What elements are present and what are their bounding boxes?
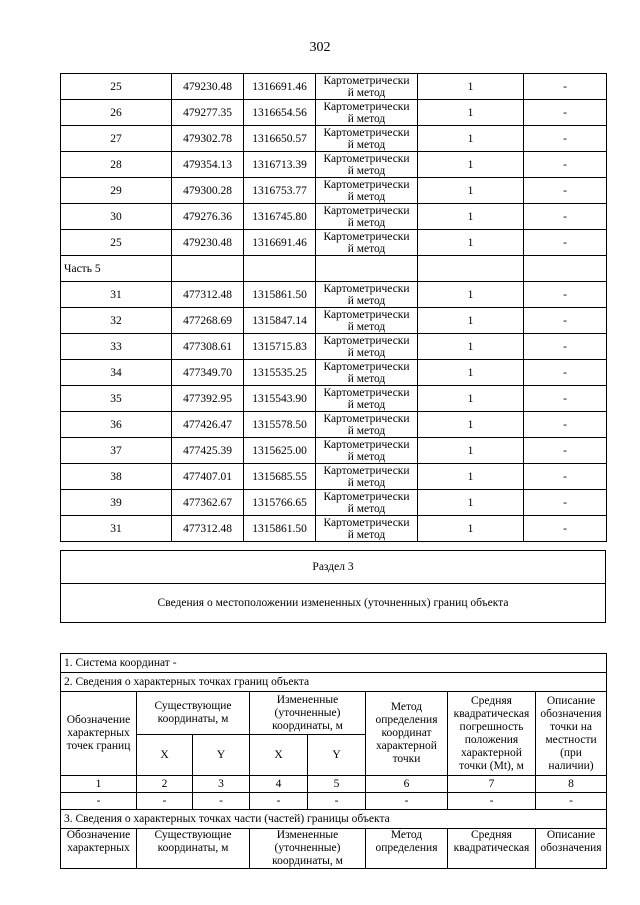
method-cell	[316, 152, 418, 178]
header-description	[536, 692, 607, 776]
header2-designation	[61, 829, 137, 869]
method-line1: Картометрически	[323, 386, 410, 399]
coord-x: 477362.67	[172, 490, 244, 516]
accuracy-value: 1	[418, 308, 524, 334]
method-cell	[316, 412, 418, 438]
description-value: -	[524, 230, 607, 256]
coord-x: 479300.28	[172, 178, 244, 204]
coord-y: 1315766.65	[244, 490, 316, 516]
empty-value: -	[448, 793, 536, 810]
table-row	[61, 438, 607, 464]
header-line: точки на	[550, 720, 593, 733]
header-line: характерных	[67, 727, 130, 739]
coord-x: 477312.48	[172, 516, 244, 542]
accuracy-value: 1	[418, 126, 524, 152]
column-number: 1	[61, 776, 137, 793]
header-line: определения	[375, 842, 438, 854]
table-row	[61, 204, 607, 230]
point-number: 37	[61, 438, 172, 464]
accuracy-value: 1	[418, 282, 524, 308]
method-cell	[316, 360, 418, 386]
boundary-points-table	[60, 653, 607, 869]
header-x-changed: X	[250, 735, 308, 776]
point-number: 36	[61, 412, 172, 438]
coord-y: 1316745.80	[244, 204, 316, 230]
point-number: 38	[61, 464, 172, 490]
header-designation	[61, 692, 137, 776]
header-line: (при	[560, 746, 582, 759]
method-line2: й метод	[347, 112, 386, 125]
accuracy-value: 1	[418, 100, 524, 126]
header-line: квадратическая	[453, 842, 530, 854]
method-line2: й метод	[347, 476, 386, 489]
header-line: характерной	[461, 746, 522, 759]
description-value: -	[524, 438, 607, 464]
table-row	[61, 360, 607, 386]
column-number: 5	[308, 776, 366, 793]
point-number: 33	[61, 334, 172, 360]
empty-value: -	[61, 793, 137, 810]
point-number: 28	[61, 152, 172, 178]
header-changed-coords	[250, 692, 366, 735]
coord-x: 477407.01	[172, 464, 244, 490]
method-cell	[316, 100, 418, 126]
accuracy-value: 1	[418, 204, 524, 230]
point-number: 39	[61, 490, 172, 516]
method-line1: Картометрически	[323, 464, 410, 477]
header-line: (уточненные)	[274, 706, 341, 719]
accuracy-value: 1	[418, 464, 524, 490]
table-row	[61, 282, 607, 308]
method-cell	[316, 386, 418, 412]
header-line: наличии)	[548, 759, 594, 772]
empty-cell	[418, 256, 524, 282]
method-line2: й метод	[347, 346, 386, 359]
empty-cell	[524, 256, 607, 282]
coord-x: 479277.35	[172, 100, 244, 126]
part-label-row	[61, 256, 607, 282]
description-value: -	[524, 334, 607, 360]
method-cell	[316, 126, 418, 152]
header-line: Средняя	[471, 829, 512, 841]
header-accuracy	[448, 692, 536, 776]
header-line: (уточненные)	[274, 842, 341, 854]
description-value: -	[524, 308, 607, 334]
header2-existing-coords	[137, 829, 250, 869]
method-line1: Картометрически	[323, 282, 410, 295]
method-line1: Картометрически	[323, 412, 410, 425]
coord-x: 479354.13	[172, 152, 244, 178]
header-line: Метод	[390, 701, 423, 713]
table-row	[61, 334, 607, 360]
table-row	[61, 516, 607, 542]
header-line: Обозначение	[66, 829, 131, 841]
header-line: местности	[545, 733, 597, 746]
coord-y: 1316691.46	[244, 230, 316, 256]
description-value: -	[524, 74, 607, 100]
method-line2: й метод	[347, 372, 386, 385]
coord-y: 1316654.56	[244, 100, 316, 126]
coord-y: 1316650.57	[244, 126, 316, 152]
empty-cell	[316, 256, 418, 282]
coord-y: 1315543.90	[244, 386, 316, 412]
point-number: 31	[61, 516, 172, 542]
method-cell	[316, 74, 418, 100]
header-line: точек границ	[66, 740, 131, 752]
header-line: Описание	[546, 829, 596, 841]
header-line: точки (Mt), м	[459, 759, 524, 772]
header2-method	[366, 829, 448, 869]
table-row	[61, 308, 607, 334]
coord-y: 1316753.77	[244, 178, 316, 204]
coord-x: 477426.47	[172, 412, 244, 438]
empty-cell	[244, 256, 316, 282]
method-line1: Картометрически	[323, 126, 410, 139]
method-line1: Картометрически	[323, 100, 410, 113]
column-number: 2	[137, 776, 193, 793]
coord-x: 479230.48	[172, 230, 244, 256]
description-value: -	[524, 126, 607, 152]
empty-data-row	[61, 793, 607, 810]
empty-value: -	[366, 793, 448, 810]
point-number: 31	[61, 282, 172, 308]
description-value: -	[524, 412, 607, 438]
header2-accuracy	[448, 829, 536, 869]
table-row	[61, 386, 607, 412]
point-number: 25	[61, 74, 172, 100]
empty-value: -	[193, 793, 250, 810]
header-line: Измененные	[276, 829, 339, 841]
coord-y: 1315625.00	[244, 438, 316, 464]
table-row	[61, 152, 607, 178]
table-row	[61, 126, 607, 152]
coord-x: 479230.48	[172, 74, 244, 100]
point-number: 25	[61, 230, 172, 256]
header2-description	[536, 829, 607, 869]
table-row	[61, 464, 607, 490]
column-number: 7	[448, 776, 536, 793]
coord-y: 1316713.39	[244, 152, 316, 178]
section-title: Раздел 3	[61, 551, 606, 584]
section-subtitle: Сведения о местоположении измененных (уточненных) границ объекта	[61, 584, 606, 623]
header-line: координат	[381, 727, 432, 739]
points-heading: 2. Сведения о характерных точках границ объекта	[61, 673, 607, 692]
point-number: 32	[61, 308, 172, 334]
method-cell	[316, 334, 418, 360]
coord-x: 477349.70	[172, 360, 244, 386]
method-cell	[316, 438, 418, 464]
method-line2: й метод	[347, 190, 386, 203]
table-row	[61, 100, 607, 126]
method-line1: Картометрически	[323, 516, 410, 529]
description-value: -	[524, 178, 607, 204]
empty-value: -	[137, 793, 193, 810]
accuracy-value: 1	[418, 74, 524, 100]
coord-x: 477392.95	[172, 386, 244, 412]
empty-cell	[172, 256, 244, 282]
description-value: -	[524, 100, 607, 126]
header-line: обозначения	[540, 707, 602, 720]
coord-x: 479276.36	[172, 204, 244, 230]
column-number: 8	[536, 776, 607, 793]
method-cell	[316, 308, 418, 334]
header-line: точки	[392, 753, 421, 765]
accuracy-value: 1	[418, 230, 524, 256]
column-numbers-row	[61, 776, 607, 793]
header-line: Существующие	[154, 700, 232, 712]
accuracy-value: 1	[418, 152, 524, 178]
coord-x: 477425.39	[172, 438, 244, 464]
header-line: Обозначение	[66, 714, 131, 726]
method-line2: й метод	[347, 320, 386, 333]
coord-y: 1315861.50	[244, 516, 316, 542]
method-line2: й метод	[347, 528, 386, 541]
method-cell	[316, 282, 418, 308]
column-number: 6	[366, 776, 448, 793]
description-value: -	[524, 282, 607, 308]
header-line: положения	[464, 733, 519, 746]
point-number: 35	[61, 386, 172, 412]
header-line: Описание	[546, 694, 596, 707]
method-cell	[316, 516, 418, 542]
header-line: координаты, м	[272, 719, 343, 732]
empty-value: -	[250, 793, 308, 810]
column-number: 3	[193, 776, 250, 793]
header-method	[366, 692, 448, 776]
method-line1: Картометрически	[323, 74, 410, 87]
point-number: 27	[61, 126, 172, 152]
header2-changed-coords	[250, 829, 366, 869]
description-value: -	[524, 204, 607, 230]
header-line: координаты, м	[272, 855, 343, 867]
description-value: -	[524, 386, 607, 412]
method-line2: й метод	[347, 450, 386, 463]
header-line: Средняя	[471, 694, 512, 707]
table-row	[61, 230, 607, 256]
page-number: 302	[309, 40, 331, 55]
method-line2: й метод	[347, 398, 386, 411]
coord-y: 1315685.55	[244, 464, 316, 490]
header-line: координаты, м	[157, 842, 229, 854]
part-label: Часть 5	[61, 256, 172, 282]
accuracy-value: 1	[418, 386, 524, 412]
method-line1: Картометрически	[323, 152, 410, 165]
method-line2: й метод	[347, 242, 386, 255]
coord-x: 477308.61	[172, 334, 244, 360]
point-number: 34	[61, 360, 172, 386]
header-line: Измененные	[276, 693, 339, 706]
accuracy-value: 1	[418, 360, 524, 386]
accuracy-value: 1	[418, 438, 524, 464]
point-number: 29	[61, 178, 172, 204]
method-line1: Картометрически	[323, 178, 410, 191]
header-line: характерных	[67, 842, 130, 854]
parts-heading: 3. Сведения о характерных точках части (частей) границы объекта	[61, 810, 607, 829]
method-line2: й метод	[347, 502, 386, 515]
coord-x: 479302.78	[172, 126, 244, 152]
method-cell	[316, 178, 418, 204]
method-line1: Картометрически	[323, 308, 410, 321]
accuracy-value: 1	[418, 412, 524, 438]
method-line1: Картометрически	[323, 360, 410, 373]
method-cell	[316, 204, 418, 230]
coord-y: 1316691.46	[244, 74, 316, 100]
accuracy-value: 1	[418, 178, 524, 204]
accuracy-value: 1	[418, 490, 524, 516]
accuracy-value: 1	[418, 516, 524, 542]
point-number: 30	[61, 204, 172, 230]
method-line1: Картометрически	[323, 490, 410, 503]
header-line: Существующие	[154, 829, 232, 841]
coord-y: 1315535.25	[244, 360, 316, 386]
method-cell	[316, 490, 418, 516]
method-line1: Картометрически	[323, 438, 410, 451]
method-line2: й метод	[347, 86, 386, 99]
header-x-existing: X	[137, 735, 193, 776]
empty-value: -	[308, 793, 366, 810]
header-line: квадратическая	[453, 707, 530, 720]
description-value: -	[524, 152, 607, 178]
method-line2: й метод	[347, 164, 386, 177]
coord-y: 1315578.50	[244, 412, 316, 438]
coord-x: 477312.48	[172, 282, 244, 308]
header-y-existing: Y	[193, 735, 250, 776]
accuracy-value: 1	[418, 334, 524, 360]
description-value: -	[524, 464, 607, 490]
header-y-changed: Y	[308, 735, 366, 776]
table-row	[61, 74, 607, 100]
description-value: -	[524, 490, 607, 516]
header-existing-coords	[137, 692, 250, 735]
column-number: 4	[250, 776, 308, 793]
header-line: погрешность	[459, 720, 524, 733]
method-cell	[316, 230, 418, 256]
coord-x: 477268.69	[172, 308, 244, 334]
coord-system-row: 1. Система координат -	[61, 654, 607, 673]
point-number: 26	[61, 100, 172, 126]
method-line2: й метод	[347, 424, 386, 437]
section-header-table	[60, 550, 606, 623]
method-line1: Картометрически	[323, 334, 410, 347]
header-line: определения	[375, 714, 438, 726]
table-row	[61, 412, 607, 438]
empty-value: -	[536, 793, 607, 810]
table-row	[61, 178, 607, 204]
header-line: Метод	[390, 829, 423, 841]
method-line1: Картометрически	[323, 204, 410, 217]
coordinates-table	[60, 73, 607, 542]
header-line: характерной	[376, 740, 437, 752]
method-line2: й метод	[347, 294, 386, 307]
method-line2: й метод	[347, 138, 386, 151]
method-line2: й метод	[347, 216, 386, 229]
table-row	[61, 490, 607, 516]
coord-y: 1315847.14	[244, 308, 316, 334]
header-line: координаты, м	[157, 713, 229, 725]
coord-y: 1315715.83	[244, 334, 316, 360]
coord-y: 1315861.50	[244, 282, 316, 308]
method-line1: Картометрически	[323, 230, 410, 243]
header-line: обозначения	[540, 842, 602, 854]
description-value: -	[524, 516, 607, 542]
method-cell	[316, 464, 418, 490]
description-value: -	[524, 360, 607, 386]
